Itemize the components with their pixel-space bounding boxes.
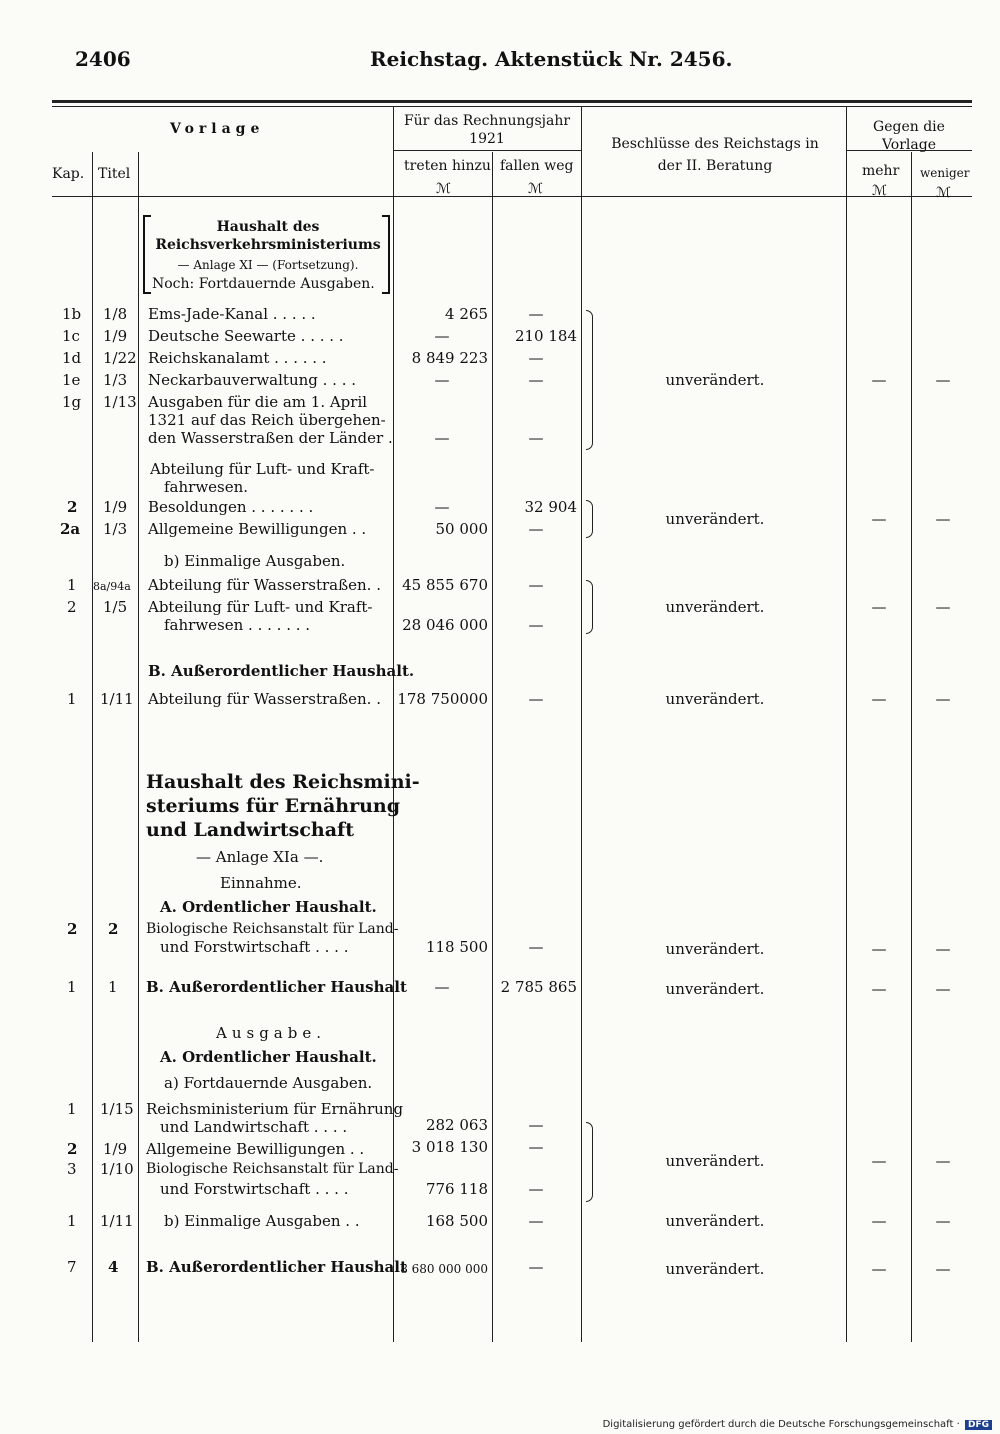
digitization-credit: [603, 1419, 992, 1430]
hinzu-value: 45 855 670: [402, 576, 488, 594]
col-rechnungsjahr: Für das Rechnungsjahr 1921: [403, 113, 571, 147]
col-gegen-vorlage: Gegen die Vorlage: [873, 119, 945, 153]
mark-symbol-weniger: ℳ: [936, 185, 951, 201]
mark-symbol-weg: ℳ: [528, 181, 543, 197]
weniger-value: —: [935, 690, 951, 708]
item-label: Ems-Jade-Kanal . . . . .: [148, 305, 316, 323]
section5-title: Haushalt des Reichsmini-: [146, 771, 420, 793]
beschluss-text: unverändert.: [665, 980, 765, 998]
weg-value: —: [528, 1212, 544, 1230]
item-label: Neckarbauverwaltung . . . .: [148, 371, 357, 389]
item-label: und Landwirtschaft . . . .: [160, 1118, 348, 1136]
item-label: Biologische Reichsanstalt für Land-: [146, 921, 399, 937]
weniger-value: —: [935, 1260, 951, 1278]
weg-value: —: [528, 371, 544, 389]
credit-text: Digitalisierung gefördert durch die Deutsche Forschungsgemeinschaft ·: [602, 1419, 960, 1430]
hinzu-value: —: [434, 498, 450, 516]
hinzu-value: 776 118: [425, 1180, 488, 1198]
group-brace: [586, 1122, 593, 1202]
titel-cell: 1: [108, 978, 118, 996]
weniger-value: —: [935, 940, 951, 958]
beschluss-text: unverändert.: [665, 690, 765, 708]
group-brace: [586, 310, 593, 450]
kap-cell: 1: [67, 1100, 77, 1118]
col-line-weg: [581, 106, 582, 1342]
kap-cell: 2a: [60, 520, 81, 538]
col-beschluesse: Beschlüsse des Reichstags in der II. Beratung: [611, 136, 819, 174]
hinzu-value: 8 849 223: [411, 349, 488, 367]
titel-cell: 8a/94a: [93, 580, 131, 593]
mehr-value: —: [871, 980, 887, 998]
hinzu-value: 168 500: [425, 1212, 488, 1230]
item-label: Abteilung für Luft- und Kraft-: [148, 598, 373, 616]
titel-cell: 4: [108, 1258, 119, 1276]
weg-value: —: [528, 1116, 544, 1134]
weniger-value: —: [935, 371, 951, 389]
titel-cell: 1/10: [100, 1160, 134, 1178]
beschluss-text: unverändert.: [665, 510, 765, 528]
weg-value: —: [528, 1138, 544, 1156]
section5-title-cont: steriums für Ernährung: [146, 795, 400, 817]
weniger-value: —: [935, 1152, 951, 1170]
item-label: Besoldungen . . . . . . .: [148, 498, 314, 516]
weg-value: —: [528, 576, 544, 594]
mark-symbol-hinzu: ℳ: [436, 181, 451, 197]
mehr-value: —: [871, 510, 887, 528]
page-title: Reichstag. Aktenstück Nr. 2456.: [370, 47, 733, 71]
hinzu-value: 50 000: [435, 520, 488, 538]
titel-cell: 1/8: [103, 305, 128, 323]
item-label: Ausgaben für die am 1. April: [148, 393, 368, 411]
kap-cell: 2: [67, 920, 78, 938]
item-label: fahrwesen . . . . . . .: [164, 616, 311, 634]
col-fallen-weg: fallen weg: [500, 158, 574, 174]
col-vorlage: Vorlage: [170, 121, 265, 137]
kap-cell: 3: [67, 1160, 77, 1178]
beschluss-text: unverändert.: [665, 598, 765, 616]
hinzu-value: 3 018 130: [411, 1138, 488, 1156]
titel-cell: 1/22: [103, 349, 137, 367]
item-label: 1321 auf das Reich übergehen-: [148, 411, 386, 429]
kap-cell: 2: [67, 598, 77, 616]
beschluss-text: unverändert.: [665, 371, 765, 389]
item-label: B. Außerordentlicher Haushalt: [146, 1258, 407, 1276]
hinzu-value: 118 500: [425, 938, 488, 956]
weg-value: —: [528, 690, 544, 708]
mark-symbol-mehr: ℳ: [872, 183, 887, 199]
top-rule-thin: [52, 106, 972, 107]
kap-cell: 1g: [62, 393, 82, 411]
mehr-value: —: [871, 1152, 887, 1170]
col-weniger: weniger: [920, 166, 970, 180]
col-line-kap: [92, 152, 93, 1342]
hinzu-value: 282 063: [425, 1116, 488, 1134]
mehr-value: —: [871, 940, 887, 958]
mehr-value: —: [871, 1212, 887, 1230]
hinzu-value: —: [434, 371, 450, 389]
weniger-value: —: [935, 510, 951, 528]
col-treten-hinzu: treten hinzu: [404, 158, 491, 174]
weg-value: —: [528, 938, 544, 956]
rechnungsjahr-underline: [393, 150, 581, 151]
kap-cell: 2: [67, 1140, 78, 1158]
section5-anlage: — Anlage XIa —.: [196, 848, 324, 866]
titel-cell: 1/3: [103, 520, 128, 538]
titel-cell: 1/9: [103, 327, 128, 345]
mehr-value: —: [871, 598, 887, 616]
item-label: Reichskanalamt . . . . . .: [148, 349, 327, 367]
kap-cell: 1: [67, 1212, 77, 1230]
item-label: Abteilung für Wasserstraßen. .: [148, 576, 381, 594]
beschluss-text: unverändert.: [665, 940, 765, 958]
hinzu-value: 28 046 000: [402, 616, 488, 634]
item-label: Allgemeine Bewilligungen . .: [148, 520, 367, 538]
section6-ausgabe: Ausgabe.: [216, 1024, 326, 1042]
kap-cell: 1: [67, 978, 77, 996]
dfg-logo: DFG: [965, 1420, 992, 1430]
group-brace: [586, 580, 593, 634]
col-titel: Titel: [98, 166, 131, 182]
titel-cell: 1/9: [103, 1140, 128, 1158]
weg-value: 32 904: [524, 498, 577, 516]
kap-cell: 1: [67, 690, 77, 708]
top-rule: [52, 100, 972, 103]
group-brace: [586, 500, 593, 538]
item-label: den Wasserstraßen der Länder .: [148, 429, 393, 447]
left-bracket: [143, 215, 151, 294]
section5-einnahme: Einnahme.: [220, 874, 302, 892]
item-label: Deutsche Seewarte . . . . .: [148, 327, 344, 345]
item-label: b) Einmalige Ausgaben . .: [164, 1212, 360, 1230]
section5-ordentlich: A. Ordentlicher Haushalt.: [160, 898, 377, 916]
titel-cell: 1/3: [103, 371, 128, 389]
kap-cell: 1: [67, 576, 77, 594]
hinzu-value: 4 265: [445, 305, 488, 323]
mehr-value: —: [871, 1260, 887, 1278]
kap-cell: 2: [67, 498, 78, 516]
section1-title: Haushalt des Reichsverkehrsministeriums: [155, 219, 381, 253]
weniger-value: —: [935, 980, 951, 998]
beschluss-text: unverändert.: [665, 1260, 765, 1278]
weg-value: —: [528, 305, 544, 323]
kap-cell: 1e: [62, 371, 81, 389]
col-line-beschluss: [846, 106, 847, 1342]
weg-value: —: [528, 616, 544, 634]
hinzu-value: 8 680 000 000: [400, 1262, 488, 1276]
header-rule: [52, 196, 972, 197]
weg-value: —: [528, 1258, 544, 1276]
item-label: B. Außerordentlicher Haushalt: [146, 978, 407, 996]
kap-cell: 7: [67, 1258, 77, 1276]
weg-value: 210 184: [514, 327, 577, 345]
hinzu-value: —: [434, 327, 450, 345]
section1-anlage: — Anlage XI — (Fortsetzung).: [177, 258, 359, 272]
weg-value: —: [528, 1180, 544, 1198]
mehr-value: —: [871, 371, 887, 389]
mehr-value: —: [871, 690, 887, 708]
section2-heading: Abteilung für Luft- und Kraft-: [150, 460, 375, 478]
section3-heading: b) Einmalige Ausgaben.: [164, 552, 346, 570]
kap-cell: 1c: [62, 327, 80, 345]
item-label: Abteilung für Wasserstraßen. .: [148, 690, 381, 708]
titel-cell: 1/15: [100, 1100, 134, 1118]
section4-heading: B. Außerordentlicher Haushalt.: [148, 662, 415, 680]
section6-fortdauernd: a) Fortdauernde Ausgaben.: [164, 1074, 373, 1092]
page-number: 2406: [75, 47, 131, 71]
titel-cell: 2: [108, 920, 119, 938]
titel-cell: 1/5: [103, 598, 128, 616]
col-line-hinzu: [492, 152, 493, 1342]
item-label: Reichsministerium für Ernährung: [146, 1100, 404, 1118]
section5-title-cont: und Landwirtschaft: [146, 819, 354, 841]
kap-cell: 1d: [62, 349, 82, 367]
col-line-mehr: [911, 152, 912, 1342]
beschluss-text: unverändert.: [665, 1152, 765, 1170]
kap-cell: 1b: [62, 305, 82, 323]
hinzu-value: —: [434, 429, 450, 447]
item-label: und Forstwirtschaft . . . .: [160, 1180, 349, 1198]
section1-noch: Noch: Fortdauernde Ausgaben.: [152, 276, 375, 292]
weg-value: 2 785 865: [500, 978, 577, 996]
section6-ordentlich: A. Ordentlicher Haushalt.: [160, 1048, 377, 1066]
weg-value: —: [528, 349, 544, 367]
col-kap: Kap.: [52, 166, 85, 182]
weniger-value: —: [935, 598, 951, 616]
weniger-value: —: [935, 1212, 951, 1230]
item-label: Allgemeine Bewilligungen . .: [146, 1140, 365, 1158]
titel-cell: 1/11: [100, 690, 134, 708]
item-label: Biologische Reichsanstalt für Land-: [146, 1161, 399, 1177]
weg-value: —: [528, 520, 544, 538]
beschluss-text: unverändert.: [665, 1212, 765, 1230]
hinzu-value: 178 750000: [397, 690, 488, 708]
titel-cell: 1/11: [100, 1212, 134, 1230]
titel-cell: 1/9: [103, 498, 128, 516]
weg-value: —: [528, 429, 544, 447]
hinzu-value: —: [434, 978, 450, 996]
item-label: und Forstwirtschaft . . . .: [160, 938, 349, 956]
col-mehr: mehr: [862, 163, 900, 179]
section2-heading-cont: fahrwesen.: [164, 478, 249, 496]
col-line-titel: [138, 152, 139, 1342]
titel-cell: 1/13: [103, 393, 137, 411]
col-line-vorlage: [393, 106, 394, 1342]
